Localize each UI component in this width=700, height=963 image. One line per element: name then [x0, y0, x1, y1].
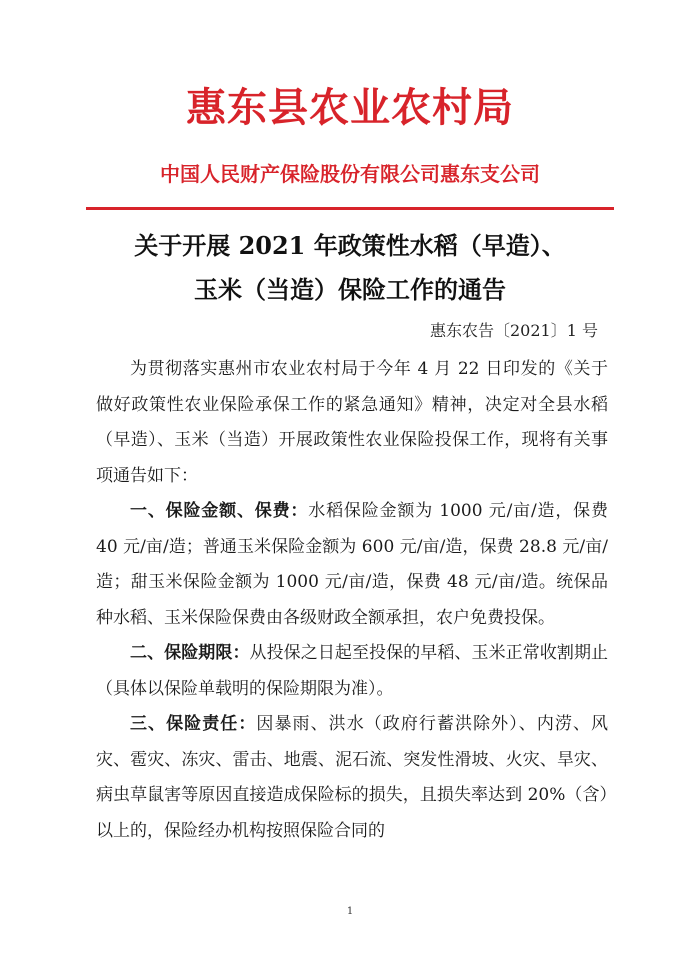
paragraph-heading: 二、保险期限：: [130, 643, 250, 663]
paragraph-text: 因暴雨、洪水（政府行蓄洪除外）、内涝、风灾、雹灾、冻灾、雷击、地震、泥石流、突发性滑坡、火灾、旱灾、病虫草鼠害等原因直接造成保险标的损失，且损失率达到 20%（含）以上的，保险经办机构按照保险合同的: [96, 714, 609, 841]
notice-title-line-2: 玉米（当造）保险工作的通告: [194, 275, 506, 304]
paragraph-period: [96, 636, 608, 707]
page-number: 1: [346, 906, 354, 917]
paragraph-amount-premium: [96, 494, 608, 636]
paragraph-intro: [96, 352, 608, 494]
issuer-title-insurance-company: 中国人民财产保险股份有限公司惠东支公司: [160, 162, 540, 186]
paragraph-text: 水稻保险金额为 1000 元/亩/造，保费 40 元/亩/造；普通玉米保险金额为 600 元/亩/造，保费 28.8 元/亩/造；甜玉米保险金额为 1000 元/亩/造，保费 48 元/亩/造。统保品种水稻、玉米保险保费由各级财政全额承担，农户免费投保。: [96, 501, 609, 628]
document-number: 惠东农告〔2021〕1 号: [430, 321, 598, 340]
paragraph-text: 从投保之日起至投保的早稻、玉米正常收割期止（具体以保险单载明的保险期限为准）。: [96, 643, 609, 699]
notice-title-line-1: 关于开展 2021 年政策性水稻（早造）、: [134, 231, 566, 260]
paragraph-heading: 三、保险责任：: [130, 714, 257, 734]
paragraph-text: 为贯彻落实惠州市农业农村局于今年 4 月 22 日印发的《关于做好政策性农业保险承保工作的紧急通知》精神，决定对全县水稻（早造）、玉米（当造）开展政策性农业保险投保工作，现将有关事项通告如下：: [96, 359, 608, 486]
red-divider-line: [86, 207, 614, 210]
notice-body: [96, 352, 608, 849]
paragraph-liability: [96, 707, 608, 849]
issuer-title-agriculture-bureau: 惠东县农业农村局: [186, 85, 514, 131]
paragraph-heading: 一、保险金额、保费：: [130, 501, 309, 521]
